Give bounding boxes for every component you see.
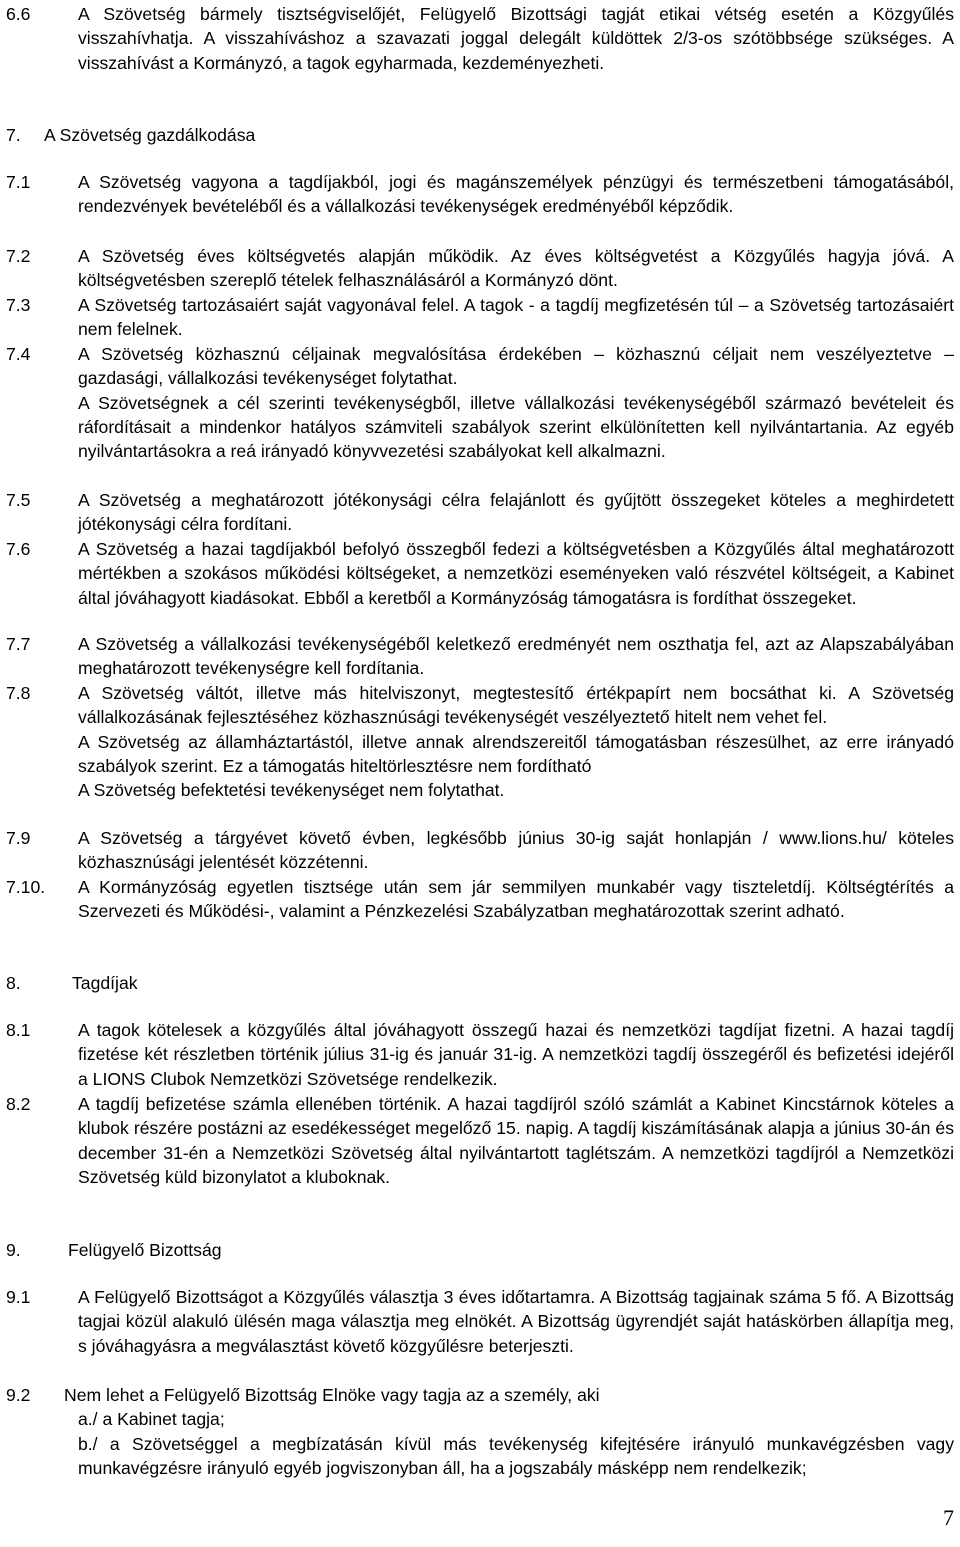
section-8-1 [6, 1018, 954, 1091]
section-text: A Szövetség a vállalkozási tevékenységéből keletkező eredményét nem oszthatja fel, azt az Alapszabályában meghatározott tevékenységre kell fordítania. [78, 634, 954, 679]
section-8-title: Tagdíjak [72, 973, 138, 993]
section-number: 6.6 [6, 4, 31, 24]
list-item-a: a./ a Kabinet tagja; [78, 1409, 225, 1430]
section-number: 7.10. [6, 877, 46, 897]
section-text: A Szövetség a meghatározott jótékonysági célra felajánlott és gyűjtött összegeket köteles a meghirdetett jótékonysági célra fordítani. [78, 490, 954, 535]
section-text: Nem lehet a Felügyelő Bizottság Elnöke vagy tagja az a személy, aki [64, 1385, 600, 1405]
section-text: A Szövetség vagyona a tagdíjakból, jogi és magánszemélyek pénzügyi és természetbeni támogatásából, rendezvények bevételéből és a vállalkozási tevékenységek eredményéből képződik. [78, 172, 954, 217]
section-7-5 [6, 488, 954, 537]
section-7-6 [6, 537, 954, 610]
section-text-continued: A Szövetség befektetési tevékenységet nem folytathat. [78, 780, 505, 801]
section-9-2 [6, 1383, 954, 1480]
section-8-2 [6, 1092, 954, 1189]
section-number: 7.3 [6, 295, 31, 315]
page-number: 7 [943, 1505, 954, 1530]
section-7-1 [6, 170, 954, 219]
section-text: A tagok kötelesek a közgyűlés által jóváhagyott összegű hazai és nemzetközi tagdíjat fizetni. A hazai tagdíj fizetése két részletben történik július 31-ig és január 31-ig. A nemzetközi tagdíj összegéről és befizetési idejéről a LIONS Clubok Nemzetközi Szövetsége rendelkezik. [78, 1020, 954, 1089]
section-number: 7.5 [6, 490, 31, 510]
section-9-title: Felügyelő Bizottság [68, 1240, 222, 1260]
section-text: A Felügyelő Bizottságot a Közgyűlés választja 3 éves időtartamra. A Bizottság tagjainak száma 5 fő. A Bizottság tagjai közül alakuló ülésén maga választja meg elnökét. A Bizottság ügyrendjét saját hatáskörben állapítja meg, s jóváhagyásra a megválasztást követő közgyűlésre beterjeszti. [78, 1287, 954, 1356]
section-number: 9.1 [6, 1287, 31, 1307]
section-text: A tagdíj befizetése számla ellenében történik. A hazai tagdíjról szóló számlát a Kabinet Kincstárnok köteles a klubok részére postázni az esedékességet megelőző 15. napig. A tagdíj kiszámításának alapja a június 30-án és december 31-én a Nemzetközi Szövetség által nyilvántartott taglétszám. A nemzetközi tagdíjról a Nemzetközi Szövetség küld bizonylatot a kluboknak. [78, 1094, 954, 1187]
section-text: A Kormányzóság egyetlen tisztsége után sem jár semmilyen munkabér vagy tiszteletdíj. Költségtérítés a Szervezeti és Működési-, valamint a Pénzkezelési Szabályzatban meghatározottak szerint adható. [78, 877, 954, 922]
section-text: A Szövetség közhasznú céljainak megvalósítása érdekében – közhasznú céljait nem veszélyeztetve – gazdasági, vállalkozási tevékenységet folytathat. [78, 344, 954, 389]
section-9-heading: 9. [6, 1240, 21, 1260]
section-number: 7.4 [6, 344, 31, 364]
section-7-3 [6, 293, 954, 342]
section-7-10 [6, 875, 954, 924]
section-number: 8.2 [6, 1094, 31, 1114]
section-number: 8.1 [6, 1020, 31, 1040]
section-text: A Szövetség a hazai tagdíjakból befolyó összegből fedezi a költségvetésben a Közgyűlés által meghatározott mértékben a szokásos működési költségeket, a nemzetközi eseményeken való részvétel költségeit, a Kabinet által jóváhagyott kiadásokat. Ebből a keretből a Kormányzóság támogatásra is fordíthat összegeket. [78, 539, 954, 608]
section-text: A Szövetség éves költségvetés alapján működik. Az éves költségvetést a Közgyűlés hagyja jóvá. A költségvetésben szereplő tételek felhasználásáról a Kormányzó dönt. [78, 246, 954, 291]
section-number: 7.1 [6, 172, 31, 192]
section-text: A Szövetség tartozásaiért saját vagyonával felel. A tagok - a tagdíj megfizetésén túl – a Szövetség tartozásaiért nem felelnek. [78, 295, 954, 340]
section-number: 7.6 [6, 539, 31, 559]
section-number: 7.8 [6, 683, 31, 703]
section-7-7 [6, 632, 954, 681]
section-6-6 [6, 2, 954, 75]
section-9-1 [6, 1285, 954, 1358]
section-number: 7.7 [6, 634, 31, 654]
section-7-8 [6, 681, 954, 802]
section-number: 9.2 [6, 1385, 31, 1405]
section-7-heading [6, 123, 21, 147]
section-8-heading: 8. [6, 973, 21, 993]
section-number: 7. [6, 125, 21, 145]
section-7-2 [6, 244, 954, 293]
section-text: A Szövetség váltót, illetve más hitelviszonyt, megtestesítő értékpapírt nem bocsáthat ki. A Szövetség vállalkozásának fejlesztéséhez közhasznúsági tevékenységét veszélyeztető hitelt nem vehet fel. [78, 683, 954, 728]
section-7-9 [6, 826, 954, 875]
section-text: A Szövetség a tárgyévet követő évben, legkésőbb június 30-ig saját honlapján / www.lions.hu/ köteles közhasznúsági jelentését közzétenni. [78, 828, 954, 873]
section-text-continued: A Szövetség az államháztartástól, illetve annak alrendszereitől támogatásban részesülhet, az erre irányadó szabályok szerint. Ez a támogatás hiteltörlesztésre nem fordítható [78, 731, 954, 776]
section-number: 7.2 [6, 246, 31, 266]
section-text: A Szövetség bármely tisztségviselőjét, Felügyelő Bizottsági tagját etikai vétség esetén a Közgyűlés visszahívhatja. A visszahíváshoz a szavazati joggal delegált küldöttek 2/3-os szótöbbsége szükséges. A visszahívást a Kormányzó, a tagok egyharmada, kezdeményezheti. [78, 4, 954, 73]
section-7-4 [6, 342, 954, 463]
section-text-continued: A Szövetségnek a cél szerinti tevékenységből, illetve vállalkozási tevékenységéből származó bevételeit és ráfordításait a mindenkor hatályos számviteli szabályok szerint elkülönítetten kell nyilvántartania. Az egyéb nyilvántartásokra a reá irányadó könyvvezetési szabályokat kell alkalmazni. [78, 392, 954, 462]
section-number: 7.9 [6, 828, 31, 848]
list-item-b: b./ a Szövetséggel a megbízatásán kívül más tevékenység kifejtésére irányuló munkavégzésben vagy munkavégzésre irányuló egyéb jogviszonyban áll, ha a jogszabály másképp nem rendelkezik; [78, 1433, 954, 1478]
section-7-title: A Szövetség gazdálkodása [44, 125, 256, 145]
